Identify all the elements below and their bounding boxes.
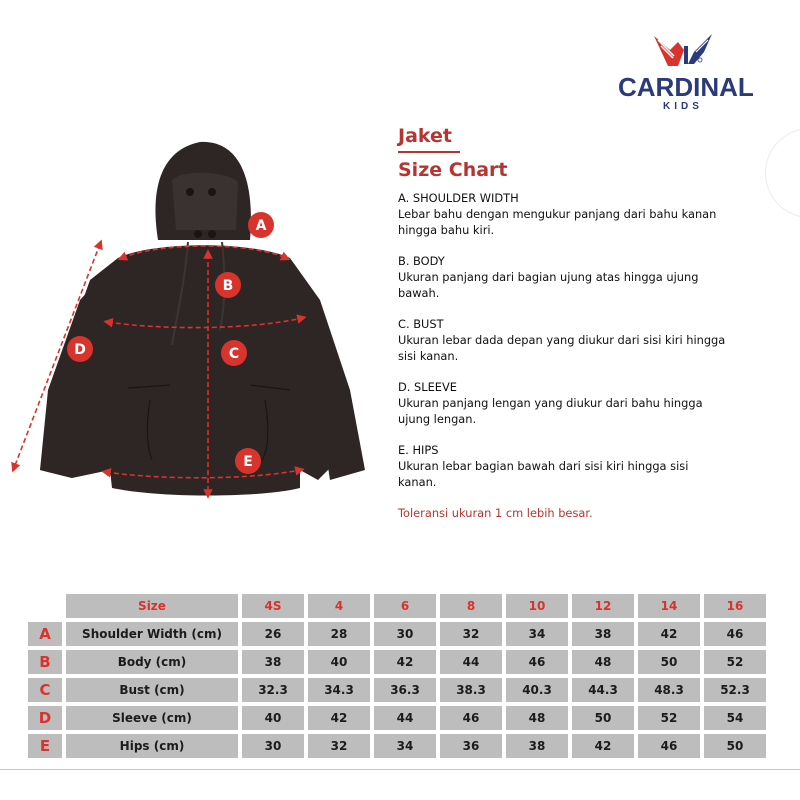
- header-size: 10: [506, 594, 568, 618]
- table-cell: 38: [242, 650, 304, 674]
- header-size-label: Size: [66, 594, 238, 618]
- table-cell: 50: [704, 734, 766, 758]
- table-cell: 36: [440, 734, 502, 758]
- table-cell: 46: [638, 734, 700, 758]
- table-row: [28, 706, 770, 730]
- header-size: 6: [374, 594, 436, 618]
- size-chart-info: [398, 124, 728, 521]
- marker-a-icon: [248, 212, 274, 238]
- header-size: 12: [572, 594, 634, 618]
- row-letter: C: [28, 678, 62, 702]
- table-cell: 48.3: [638, 678, 700, 702]
- row-label: Shoulder Width (cm): [66, 622, 238, 646]
- table-cell: 40: [308, 650, 370, 674]
- table-cell: 34: [374, 734, 436, 758]
- row-letter: B: [28, 650, 62, 674]
- svg-text:C: C: [228, 346, 240, 362]
- table-row: [28, 678, 770, 702]
- size-table: [28, 594, 770, 762]
- chart-title: Size Chart: [398, 159, 508, 181]
- marker-d-icon: [67, 336, 93, 362]
- table-cell: 50: [572, 706, 634, 730]
- table-cell: 42: [374, 650, 436, 674]
- table-cell: 42: [572, 734, 634, 758]
- table-cell: 38.3: [440, 678, 502, 702]
- measure-heading: D. SLEEVE: [398, 380, 457, 394]
- table-cell: 32: [440, 622, 502, 646]
- header-size: 4S: [242, 594, 304, 618]
- table-cell: 52: [638, 706, 700, 730]
- header-size: 4: [308, 594, 370, 618]
- svg-text:B: B: [222, 278, 234, 294]
- table-cell: 38: [506, 734, 568, 758]
- marker-b-icon: [215, 272, 241, 298]
- measure-description: Ukuran panjang dari bagian ujung atas hingga ujung bawah.: [398, 270, 699, 300]
- title-divider: [398, 151, 460, 153]
- table-cell: 46: [440, 706, 502, 730]
- table-cell: 46: [506, 650, 568, 674]
- brand-sub: KIDS: [663, 101, 703, 112]
- table-row: [28, 734, 770, 758]
- row-label: Bust (cm): [66, 678, 238, 702]
- table-cell: 42: [638, 622, 700, 646]
- table-cell: 44.3: [572, 678, 634, 702]
- header-size: 14: [638, 594, 700, 618]
- table-header-row: [28, 594, 770, 618]
- product-title: Jaket: [398, 125, 452, 147]
- marker-e-icon: [235, 448, 261, 474]
- table-cell: 34: [506, 622, 568, 646]
- measure-description: Lebar bahu dengan mengukur panjang dari bahu kanan hingga bahu kiri.: [398, 207, 717, 237]
- measure-description: Ukuran lebar dada depan yang diukur dari sisi kiri hingga sisi kanan.: [398, 333, 726, 363]
- measure-heading: C. BUST: [398, 317, 444, 331]
- table-cell: 54: [704, 706, 766, 730]
- row-letter: E: [28, 734, 62, 758]
- table-cell: 28: [308, 622, 370, 646]
- svg-text:D: D: [74, 342, 86, 358]
- brand-name: CARDINAL: [618, 72, 754, 102]
- measure-item-sleeve: [398, 379, 728, 427]
- row-label: Sleeve (cm): [66, 706, 238, 730]
- measure-description: Ukuran lebar bagian bawah dari sisi kiri hingga sisi kanan.: [398, 459, 689, 489]
- table-cell: 44: [374, 706, 436, 730]
- table-cell: 48: [572, 650, 634, 674]
- table-cell: 30: [374, 622, 436, 646]
- table-cell: 36.3: [374, 678, 436, 702]
- svg-text:A: A: [255, 218, 267, 234]
- marker-c-icon: [221, 340, 247, 366]
- tolerance-note: Toleransi ukuran 1 cm lebih besar.: [398, 506, 593, 520]
- measure-description: Ukuran panjang lengan yang diukur dari bahu hingga ujung lengan.: [398, 396, 703, 426]
- measure-heading: A. SHOULDER WIDTH: [398, 191, 519, 205]
- measure-item-hips: [398, 442, 728, 490]
- table-cell: 50: [638, 650, 700, 674]
- table-row: [28, 622, 770, 646]
- header-size: 16: [704, 594, 766, 618]
- table-cell: 38: [572, 622, 634, 646]
- table-cell: 30: [242, 734, 304, 758]
- table-cell: 32: [308, 734, 370, 758]
- measure-item-shoulder: [398, 190, 728, 238]
- jacket-diagram: [0, 130, 390, 510]
- table-cell: 26: [242, 622, 304, 646]
- svg-text:E: E: [243, 454, 253, 470]
- measure-item-bust: [398, 316, 728, 364]
- row-letter: D: [28, 706, 62, 730]
- header-size: 8: [440, 594, 502, 618]
- measure-item-body: [398, 253, 728, 301]
- table-cell: 40: [242, 706, 304, 730]
- wings-emblem-icon: [648, 30, 718, 74]
- corner-cell: [28, 594, 62, 618]
- table-cell: 44: [440, 650, 502, 674]
- row-letter: A: [28, 622, 62, 646]
- bottom-divider: [0, 769, 800, 770]
- table-cell: 32.3: [242, 678, 304, 702]
- decorative-circle: [765, 128, 800, 218]
- row-label: Hips (cm): [66, 734, 238, 758]
- table-cell: 34.3: [308, 678, 370, 702]
- measure-heading: B. BODY: [398, 254, 445, 268]
- table-row: [28, 650, 770, 674]
- table-cell: 52.3: [704, 678, 766, 702]
- row-label: Body (cm): [66, 650, 238, 674]
- table-cell: 40.3: [506, 678, 568, 702]
- cardinal-kids-logo: [618, 30, 754, 122]
- measure-heading: E. HIPS: [398, 443, 439, 457]
- table-cell: 48: [506, 706, 568, 730]
- table-cell: 46: [704, 622, 766, 646]
- table-cell: 42: [308, 706, 370, 730]
- table-cell: 52: [704, 650, 766, 674]
